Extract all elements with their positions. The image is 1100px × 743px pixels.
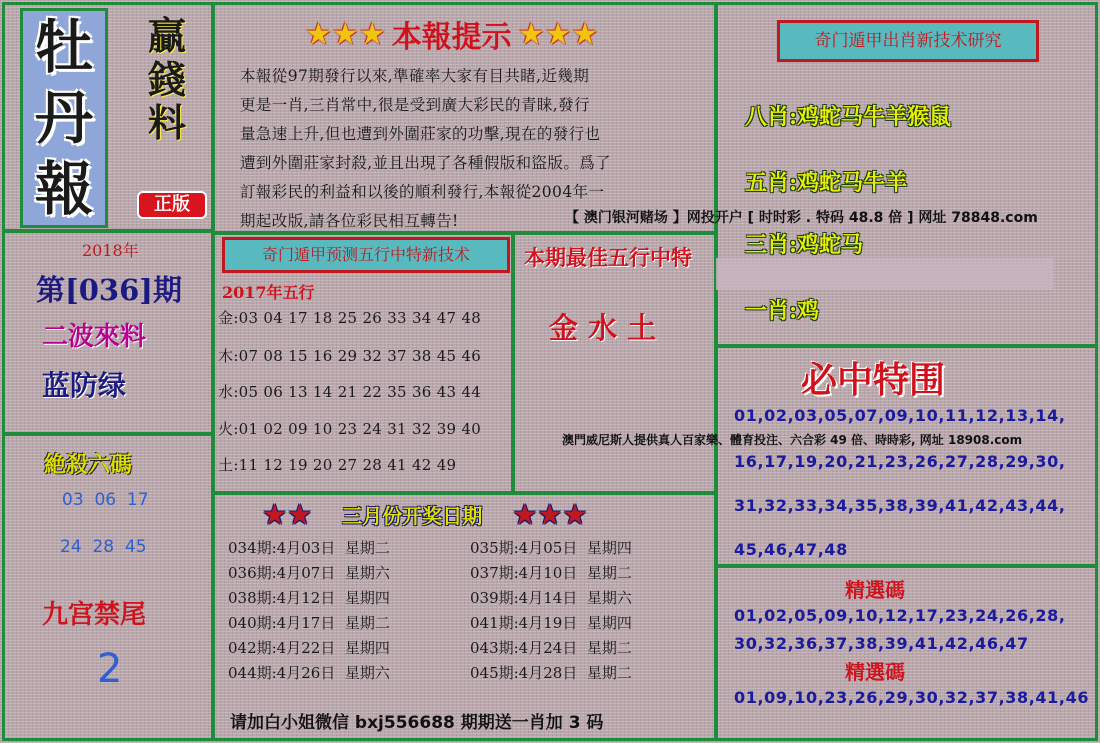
best-elements-title: 本期最佳五行中特 bbox=[524, 245, 692, 270]
element-row-wood: 木:07 08 15 16 29 32 37 38 45 46 bbox=[218, 347, 482, 365]
issue-number: 第[036]期 bbox=[36, 273, 182, 307]
notice-line: 量急速上升,但也遭到外圍莊家的功擊,現在的發行也 bbox=[240, 125, 601, 143]
draw-date-row: 038期:4月12日 星期四 bbox=[228, 589, 390, 607]
ad-banner-bottom[interactable]: 请加白小姐微信 bxj556688 期期送一肖加 3 码 bbox=[230, 713, 604, 733]
element-label: 金 bbox=[218, 309, 234, 327]
zodiac-label: 五肖 bbox=[745, 170, 790, 196]
selected-title-2: 精選碼 bbox=[845, 660, 905, 684]
notice-title: 本報提示 bbox=[391, 20, 512, 55]
special-numbers-line: 01,02,03,05,07,09,10,11,12,13,14, bbox=[734, 406, 1066, 425]
zodiac-row-5: 五肖:鸡蛇马牛羊 bbox=[745, 170, 908, 196]
nine-palace-title: 九宫禁尾 bbox=[42, 600, 147, 630]
five-elements-header: 奇门遁甲预测五行中特新技术 bbox=[222, 237, 510, 273]
draw-date-row: 035期:4月05日 星期四 bbox=[470, 539, 632, 557]
draw-date-row: 034期:4月03日 星期二 bbox=[228, 539, 390, 557]
zodiac-label: 一肖 bbox=[745, 298, 790, 324]
special-numbers-line: 45,46,47,48 bbox=[734, 540, 848, 559]
zodiac-header: 奇门遁甲出肖新技术研究 bbox=[777, 20, 1039, 62]
selected-frame bbox=[715, 565, 1098, 741]
star-icon: ★★★ bbox=[512, 498, 588, 531]
selected-title-1: 精選碼 bbox=[845, 578, 905, 602]
draw-date-row: 039期:4月14日 星期六 bbox=[470, 589, 632, 607]
element-numbers: 05 06 13 14 21 22 35 36 43 44 bbox=[238, 383, 482, 401]
draw-dates-title-row bbox=[262, 498, 588, 531]
selected-numbers-line: 01,02,05,09,10,12,17,23,24,26,28, bbox=[734, 606, 1066, 625]
draw-date-row: 042期:4月22日 星期四 bbox=[228, 639, 390, 657]
ad-banner-middle[interactable]: 澳門威尼斯人提供真人百家樂、體育投注、六合彩 49 倍、時時彩, 网址 18908.com bbox=[562, 433, 1023, 447]
element-row-earth: 土:11 12 19 20 27 28 41 42 49 bbox=[218, 456, 457, 474]
zodiac-animals: 鸡蛇马牛羊猴鼠 bbox=[797, 104, 952, 130]
star-icon: ★★★ bbox=[517, 16, 599, 52]
star-icon: ★★★ bbox=[305, 16, 386, 52]
notice-line: 遭到外圍莊家封殺,並且出現了各種假版和盜版。爲了 bbox=[240, 154, 612, 172]
notice-title-row bbox=[305, 12, 598, 56]
zodiac-animals: 鸡蛇马牛羊 bbox=[797, 170, 908, 196]
draw-dates-title: 三月份开奖日期 bbox=[342, 504, 483, 528]
star-icon: ★★ bbox=[262, 498, 313, 531]
kill-frame bbox=[2, 433, 214, 741]
element-row-water: 水:05 06 13 14 21 22 35 36 43 44 bbox=[218, 383, 482, 401]
authentic-badge: 正版 bbox=[137, 191, 207, 219]
logo-char-3: 報 bbox=[34, 155, 93, 224]
zodiac-animals: 鸡 bbox=[797, 298, 820, 324]
masthead-vertical-slogan bbox=[148, 14, 186, 145]
element-row-metal: 金:03 04 17 18 25 26 33 34 47 48 bbox=[218, 309, 482, 327]
selected-numbers-line: 01,09,10,23,26,29,30,32,37,38,41,46 bbox=[734, 688, 1090, 707]
notice-line: 更是一肖,三肖常中,很是受到廣大彩民的青睐,發行 bbox=[240, 96, 590, 114]
kill-six-line-1: 03 06 17 bbox=[62, 490, 149, 510]
element-numbers: 01 02 09 10 23 24 31 32 39 40 bbox=[238, 420, 482, 438]
special-title: 必中特围 bbox=[801, 359, 946, 401]
notice-line: 本報從97期發行以來,準確率大家有目共睹,近幾期 bbox=[240, 67, 590, 85]
logo-char-2: 丹 bbox=[34, 83, 93, 152]
kill-six-title: 絶殺六碼 bbox=[44, 452, 133, 478]
draw-date-row: 037期:4月10日 星期二 bbox=[470, 564, 632, 582]
newspaper-logo bbox=[20, 8, 108, 228]
logo-char-1: 牡 bbox=[34, 12, 93, 81]
element-label: 土 bbox=[218, 456, 234, 474]
element-row-fire: 火:01 02 09 10 23 24 31 32 39 40 bbox=[218, 420, 482, 438]
zodiac-row-3: 三肖:鸡蛇马 bbox=[745, 232, 864, 258]
draw-date-row: 041期:4月19日 星期四 bbox=[470, 614, 632, 632]
draw-date-row: 040期:4月17日 星期二 bbox=[228, 614, 390, 632]
draw-date-row: 036期:4月07日 星期六 bbox=[228, 564, 390, 582]
element-numbers: 03 04 17 18 25 26 33 34 47 48 bbox=[238, 309, 482, 327]
notice-line: 期起改版,請各位彩民相互轉告! bbox=[240, 212, 459, 230]
element-numbers: 07 08 15 16 29 32 37 38 45 46 bbox=[238, 347, 482, 365]
draw-date-row: 043期:4月24日 星期二 bbox=[470, 639, 632, 657]
zodiac-label: 八肖 bbox=[745, 104, 790, 130]
draw-date-row: 044期:4月26日 星期六 bbox=[228, 664, 390, 682]
element-numbers: 11 12 19 20 27 28 41 42 49 bbox=[238, 456, 457, 474]
slogan-char-1: 贏 bbox=[148, 13, 187, 58]
zodiac-row-8: 八肖:鸡蛇马牛羊猴鼠 bbox=[745, 104, 952, 130]
zodiac-animals: 鸡蛇马 bbox=[797, 232, 864, 258]
ad-banner-top[interactable]: 【 澳门银河赌场 】网投开户 [ 时时彩 . 特码 48.8 倍 ] 网址 78848.com bbox=[565, 210, 1038, 226]
nine-palace-value: 2 bbox=[97, 646, 123, 692]
zodiac-label: 三肖 bbox=[745, 232, 790, 258]
element-label: 水 bbox=[218, 383, 234, 401]
slogan-char-2: 錢 bbox=[148, 56, 187, 102]
notice-line: 訂報彩民的利益和以後的順利發行,本報從2004年一 bbox=[240, 183, 605, 201]
special-numbers-line: 31,32,33,34,35,38,39,41,42,43,44, bbox=[734, 496, 1066, 515]
kill-six-line-2: 24 28 45 bbox=[60, 537, 147, 557]
blurred-ad-strip bbox=[716, 258, 1053, 290]
issue-year: 2018年 bbox=[82, 241, 139, 260]
element-label: 火 bbox=[218, 420, 234, 438]
slogan-char-3: 料 bbox=[148, 100, 187, 146]
wave-title: 二波來料 bbox=[42, 322, 147, 352]
five-elements-year: 2017年五行 bbox=[222, 283, 315, 302]
wave-text: 蓝防绿 bbox=[42, 369, 127, 402]
draw-date-row: 045期:4月28日 星期二 bbox=[470, 664, 632, 682]
element-label: 木 bbox=[218, 347, 234, 365]
special-numbers-line: 16,17,19,20,21,23,26,27,28,29,30, bbox=[734, 452, 1066, 471]
selected-numbers-line: 30,32,36,37,38,39,41,42,46,47 bbox=[734, 634, 1029, 653]
zodiac-row-1: 一肖:鸡 bbox=[745, 298, 820, 324]
best-elements-value: 金 水 土 bbox=[549, 311, 657, 345]
